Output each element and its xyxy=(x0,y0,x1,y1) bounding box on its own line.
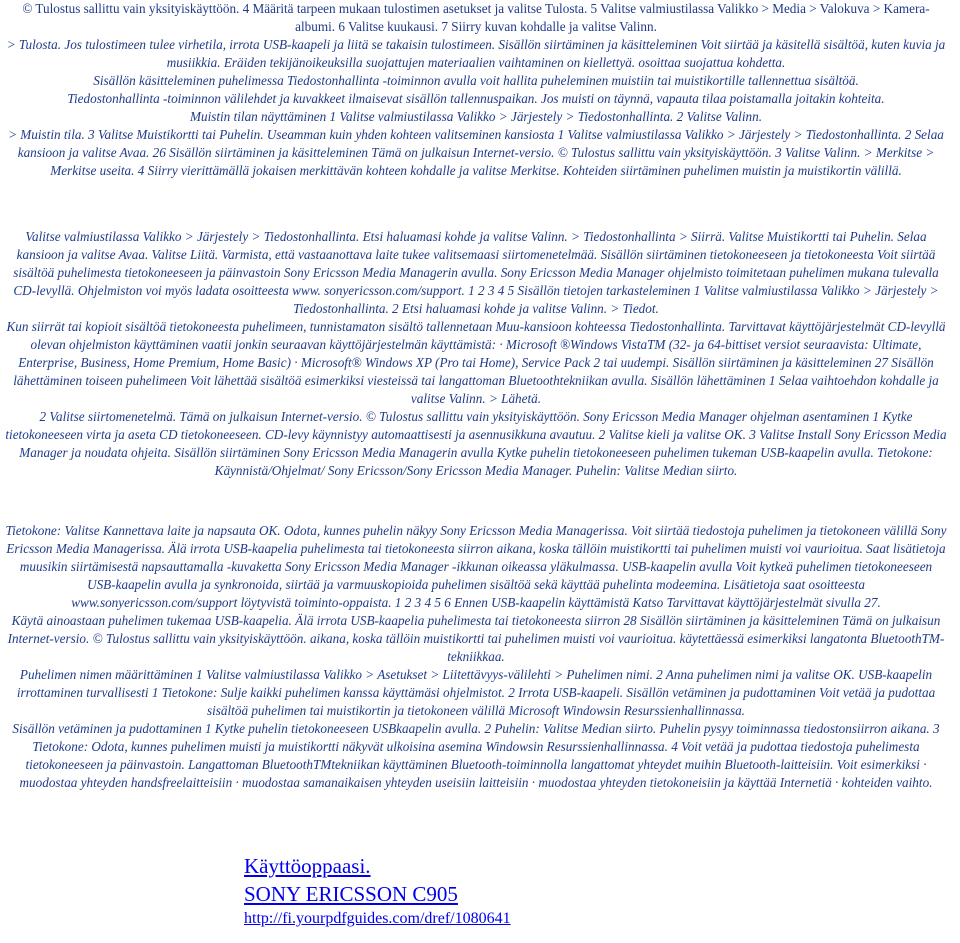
text-block-2 xyxy=(0,228,952,480)
model-name-link[interactable]: SONY ERICSSON C905 xyxy=(244,882,458,906)
text-block-1 xyxy=(0,0,952,180)
manual-url-link[interactable]: http://fi.yourpdfguides.com/dref/1080641 xyxy=(244,910,511,927)
paragraph: Puhelimen nimen määrittäminen 1 Valitse valmiustilassa Valikko > Asetukset > Liitettävyys-välilehti > Puhelimen nimi. 2 Anna puhelimen nimi ja valitse OK. USB-kaapelin irrottaminen turvallisesti 1 Tietokone: Sulje kaikki puhelimen kanssa käyttämäsi ohjelmistot. 2 Irrota USB-kaapeli. Sisällön vetäminen ja pudottaminen Voit vetää ja pudottaa sisältöä puhelimen tai muistikortin ja tietokoneen välillä Microsoft Windowsin Resurssienhallinnassa. xyxy=(16,667,936,718)
text-block-3 xyxy=(0,522,952,792)
paragraph: Valitse valmiustilassa Valikko > Järjestely > Tiedostonhallinta. Etsi haluamasi kohde ja valitse Valinn. > Tiedostonhallinta > Siirrä. Valitse Muistikortti tai Puhelin. Selaa kansioon ja valitse Avaa. Valitse Liitä. Varmista, että vastaanottava laite tukee valitsemaasi siirtomenetelmää. Sisällön siirtäminen tietokoneeseen ja tietokoneesta Voit siirtää sisältöä puhelimesta tietokoneeseen ja päinvastoin Sony Ericsson Media Managerin avulla. Sony Ericsson Media Manager ohjelmisto toimitetaan puhelimen mukana tulevalla CD-levyllä. Ohjelmiston voi myös ladata osoitteesta www. sonyericsson.com/support. 1 2 3 4 5 Sisällön tietojen tarkasteleminen 1 Valitse valmiustilassa Valikko > Järjestely > Tiedostonhallinta. 2 Etsi haluamasi kohde ja valitse Valinn. > Tiedot. xyxy=(13,229,939,316)
paragraph: > Tulosta. Jos tulostimeen tulee virhetila, irrota USB-kaapeli ja liitä se takaisin tulostimeen. Sisällön siirtäminen ja käsitteleminen Voit siirtää ja käsitellä sisältöä, kuten kuvia ja musiikkia. Eräiden tekijänoikeuksilla suojattujen materiaalien vaihtaminen on kiellettyä. osoittaa suojattua kohdetta. xyxy=(6,37,946,70)
paragraph: 2 Valitse siirtomenetelmä. Tämä on julkaisun Internet-versio. © Tulostus sallittu vain yksityiskäyttöön. Sony Ericsson Media Manager ohjelman asentaminen 1 Kytke tietokoneeseen virta ja aseta CD tietokoneeseen. CD-levy käynnistyy automaattisesti ja asennusikkuna avautuu. 2 Valitse kieli ja valitse OK. 3 Valitse Install Sony Ericsson Media Manager ja noudata ohjeita. Sisällön siirtäminen Sony Ericsson Media Managerin avulla Kytke puhelin tietokoneeseen puhelimen tukeman USB-kaapelin avulla. Tietokone: Käynnistä/Ohjelmat/ Sony Ericsson/Sony Ericsson Media Manager. Puhelin: Valitse Median siirto. xyxy=(5,409,947,478)
paragraph: Tiedostonhallinta -toiminnon välilehdet ja kuvakkeet ilmaisevat sisällön tallennuspaikan. Jos muisti on täynnä, vapauta tilaa poistamalla joitakin kohteita. xyxy=(67,91,885,106)
paragraph: Muistin tilan näyttäminen 1 Valitse valmiustilassa Valikko > Järjestely > Tiedostonhallinta. 2 Valitse Valinn. xyxy=(189,109,762,124)
paragraph: Käytä ainoastaan puhelimen tukemaa USB-kaapelia. Älä irrota USB-kaapelia puhelimesta tai tietokoneesta siirron 28 Sisällön siirtäminen ja käsitteleminen Tämä on julkaisun Internet-versio. © Tulostus sallittu vain yksityiskäyttöön. aikana, koska tällöin muistikortti tai puhelimen muisti voi vaurioitua. käytettäessä esimerkiksi langatonta BluetoothTM-tekniikkaa. xyxy=(7,613,945,664)
manual-title-link[interactable]: Käyttöoppaasi. xyxy=(244,854,371,878)
paragraph: © Tulostus sallittu vain yksityiskäyttöön. 4 Määritä tarpeen mukaan tulostimen asetukset ja valitse Tulosta. 5 Valitse valmiustilassa Valikko > Media > Valokuva > Kamera-albumi. 6 Valitse kuukausi. 7 Siirry kuvan kohdalle ja valitse Valinn. xyxy=(22,1,930,34)
paragraph: > Muistin tila. 3 Valitse Muistikortti tai Puhelin. Useamman kuin yhden kohteen valitseminen kansiosta 1 Valitse valmiustilassa Valikko > Järjestely > Tiedostonhallinta. 2 Selaa kansioon ja valitse Avaa. 26 Sisällön siirtäminen ja käsitteleminen Tämä on julkaisun Internet-versio. © Tulostus sallittu vain yksityiskäyttöön. 3 Valitse Valinn. > Merkitse > Merkitse useita. 4 Siirry vierittämällä jokaisen merkittävän kohteen kohdalle ja valitse Merkitse. Kohteiden siirtäminen puhelimen muistin ja muistikortin välillä. xyxy=(8,127,944,178)
paragraph: Sisällön käsitteleminen puhelimessa Tiedostonhallinta -toiminnon avulla voit hallita puheleminen muistiin tai muistikortille tallennettua sisältöä. xyxy=(93,73,859,88)
paragraph: Kun siirrät tai kopioit sisältöä tietokoneesta puhelimeen, tunnistamaton sisältö tallennetaan Muu-kansioon kohteessa Tiedostonhallinta. Tarvittavat käyttöjärjestelmät CD-levyllä olevan ohjelmiston käyttäminen vaatii jonkin seuraavan käyttöjärjestelmän käyttämistä: · Microsoft ®Windows VistaTM (32- ja 64-bittiset versiot seuraavista: Ultimate, Enterprise, Business, Home Premium, Home Basic) · Microsoft® Windows XP (Pro tai Home), Service Pack 2 tai uudempi. Sisällön siirtäminen ja käsitteleminen 27 Sisällön lähettäminen toiseen puhelimeen Voit lähettää sisältöä esimerkiksi viesteissä tai langattoman Bluetoothtekniikan avulla. Sisällön lähettäminen 1 Selaa vaihtoehdon kohdalle ja valitse Valinn. > Lähetä. xyxy=(6,319,946,406)
paragraph: Sisällön vetäminen ja pudottaminen 1 Kytke puhelin tietokoneeseen USBkaapelin avulla. 2 Puhelin: Valitse Median siirto. Puhelin pysyy toiminnassa tiedostonsiirron aikana. 3 Tietokone: Odota, kunnes puhelimen muisti ja muistikortti näkyvät ulkoisina asemina Windowsin Resurssienhallinnassa. 4 Voit vetää ja pudottaa tiedostoja puhelimesta tietokoneeseen ja päinvastoin. Langattoman BluetoothTMtekniikan käyttäminen Bluetooth-toiminnolla langattomat yhteydet muihin Bluetooth-laitteisiin. Voit esimerkiksi · muodostaa yhteyden handsfreelaitteisiin · muodostaa samanaikaisen yhteyden useisiin laitteisiin · muodostaa yhteyden tietokoneisiin ja käyttää Internetiä · kohteiden vaihto. xyxy=(12,721,940,790)
footer-links xyxy=(244,852,511,930)
paragraph: Tietokone: Valitse Kannettava laite ja napsauta OK. Odota, kunnes puhelin näkyy Sony Ericsson Media Managerissa. Voit siirtää tiedostoja puhelimen ja tietokoneen välillä Sony Ericsson Media Managerissa. Älä irrota USB-kaapelia puhelimesta tai tietokoneesta siirron aikana, koska tällöin muistikortti tai puhelimen muisti voi vaurioitua. Saat lisätietoja muusikin siirtämisestä napsauttamalla -kuvaketta Sony Ericsson Media Manager -ikkunan oikeassa yläkulmassa. USB-kaapelin avulla Voit kytkeä puhelimen tietokoneeseen USB-kaapelin avulla ja synkronoida, siirtää ja varmuuskopioida puhelimen sisältöä sekä käyttää puhelinta modeemina. Lisätietoja saat osoitteesta www.sonyericsson.com/support löytyvistä toiminto-oppaista. 1 2 3 4 5 6 Ennen USB-kaapelin käyttämistä Katso Tarvittavat käyttöjärjestelmät sivulla 27. xyxy=(5,523,947,610)
